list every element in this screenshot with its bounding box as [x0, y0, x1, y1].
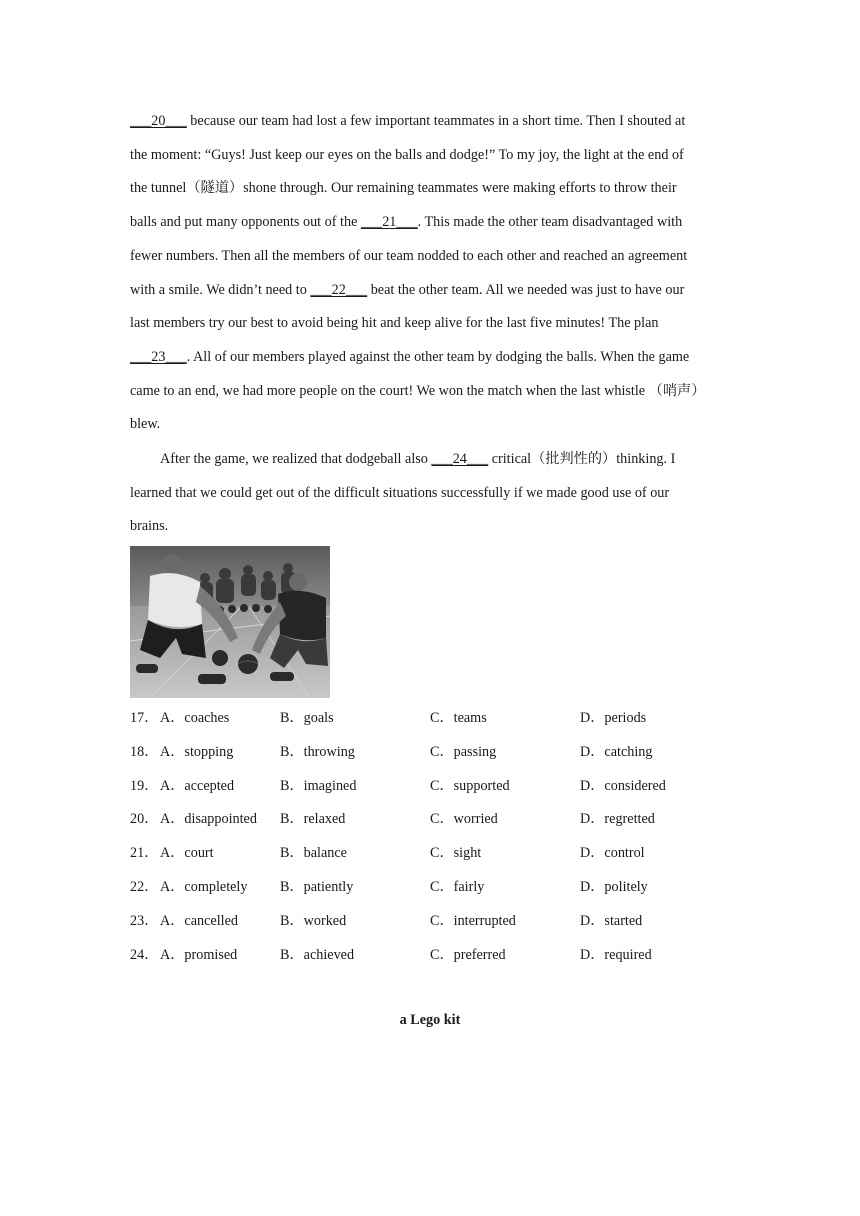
passage-line — [130, 240, 742, 274]
passage-text: fewer numbers. Then all the members of our team nodded to each other and reached an agreement — [130, 247, 688, 264]
passage-text: learned that we could get out of the difficult situations successfully if we made good use of our — [130, 484, 670, 501]
option-c: C．supported — [430, 777, 510, 794]
passage-line — [130, 274, 742, 308]
answer-blank: ___22___ — [310, 281, 368, 298]
passage-line — [130, 206, 742, 240]
passage-text: balls and put many opponents out of the — [130, 214, 361, 231]
option-d: D．considered — [580, 777, 666, 794]
option-d: D．regretted — [580, 811, 655, 828]
question-number: 18． — [130, 743, 159, 760]
passage-line — [130, 139, 742, 173]
option-b: B．goals — [280, 710, 334, 726]
question-number: 23． — [130, 912, 159, 929]
option-c: C．sight — [430, 845, 482, 862]
passage-text: After the game, we realized that dodgeball also — [160, 451, 432, 467]
section-heading: a Lego kit — [399, 1012, 461, 1028]
passage-text: came to an end, we had more people on the court! We won the match when the last whistle （哨声） — [130, 382, 706, 399]
passage-line — [130, 408, 742, 442]
passage-line — [130, 307, 742, 341]
passage-text: beat the other team. All we needed was just to have our — [367, 281, 685, 298]
option-a: A．promised — [160, 946, 238, 963]
passage-text: the moment: “Guys! Just keep our eyes on the balls and dodge!” To my joy, the light at the end of — [130, 146, 684, 163]
option-d: D．started — [580, 912, 643, 929]
question-row — [130, 871, 750, 905]
question-row — [130, 939, 750, 973]
option-a: A．court — [160, 845, 214, 862]
passage-text: last members try our best to avoid being hit and keep alive for the last five minutes! The plan — [130, 315, 659, 332]
question-number: 20． — [130, 811, 159, 828]
question-row — [130, 702, 750, 736]
option-b: B．balance — [280, 845, 347, 862]
answer-blank: ___20___ — [130, 113, 187, 129]
option-a: A．coaches — [160, 710, 230, 726]
passage-text: . This made the other team disadvantaged with — [417, 214, 683, 231]
option-c: C．teams — [430, 710, 487, 726]
question-number: 22． — [130, 878, 159, 895]
question-row — [130, 736, 750, 770]
passage-line — [130, 477, 742, 511]
question-row — [130, 837, 750, 871]
passage-line — [130, 105, 742, 139]
option-b: B．worked — [280, 912, 347, 929]
answer-blank: ___21___ — [360, 214, 418, 231]
passage-line — [130, 172, 742, 206]
option-b: B．relaxed — [280, 811, 346, 828]
passage-text: critical（批判性的）thinking. I — [488, 451, 676, 467]
option-a: A．accepted — [160, 777, 235, 794]
passage-line — [130, 510, 742, 544]
passage-text: brains. — [130, 518, 169, 535]
option-a: A．disappointed — [160, 811, 257, 828]
option-c: C．preferred — [430, 946, 506, 963]
passage-paragraph-2 — [130, 443, 742, 544]
option-d: D．required — [580, 946, 652, 963]
answer-blank: ___24___ — [431, 451, 489, 467]
passage-line — [130, 375, 742, 409]
dodgeball-photo — [130, 546, 330, 698]
option-b: B．achieved — [280, 946, 355, 963]
option-c: C．passing — [430, 743, 497, 760]
option-b: B．throwing — [280, 743, 355, 760]
option-a: A．completely — [160, 878, 248, 895]
option-d: D．control — [580, 845, 645, 862]
question-number: 21． — [130, 845, 159, 862]
option-d: D．periods — [580, 710, 647, 726]
answer-blank: ___23___ — [130, 348, 187, 365]
option-a: A．cancelled — [160, 912, 238, 929]
answer-options-list — [130, 702, 750, 972]
question-number: 17． — [130, 710, 159, 726]
passage-text: with a smile. We didn’t need to — [130, 281, 311, 298]
passage-paragraph-1 — [130, 105, 742, 442]
option-a: A．stopping — [160, 743, 234, 760]
passage-text: the tunnel（隧道）shone through. Our remaining teammates were making efforts to throw their — [130, 180, 677, 197]
question-number: 19． — [130, 777, 159, 794]
option-d: D．politely — [580, 878, 648, 895]
passage-line — [130, 443, 742, 477]
option-c: C．worried — [430, 811, 498, 828]
option-b: B．imagined — [280, 777, 357, 794]
question-number: 24． — [130, 946, 159, 963]
option-b: B．patiently — [280, 878, 354, 895]
passage-line — [130, 341, 742, 375]
passage-text: . All of our members played against the other team by dodging the balls. When the game — [186, 348, 690, 365]
option-c: C．interrupted — [430, 912, 516, 929]
passage-text: because our team had lost a few important teammates in a short time. Then I shouted at — [186, 113, 686, 129]
option-d: D．catching — [580, 743, 653, 760]
question-row — [130, 770, 750, 804]
question-row — [130, 905, 750, 939]
passage-text: blew. — [130, 416, 161, 433]
option-c: C．fairly — [430, 878, 485, 895]
question-row — [130, 803, 750, 837]
